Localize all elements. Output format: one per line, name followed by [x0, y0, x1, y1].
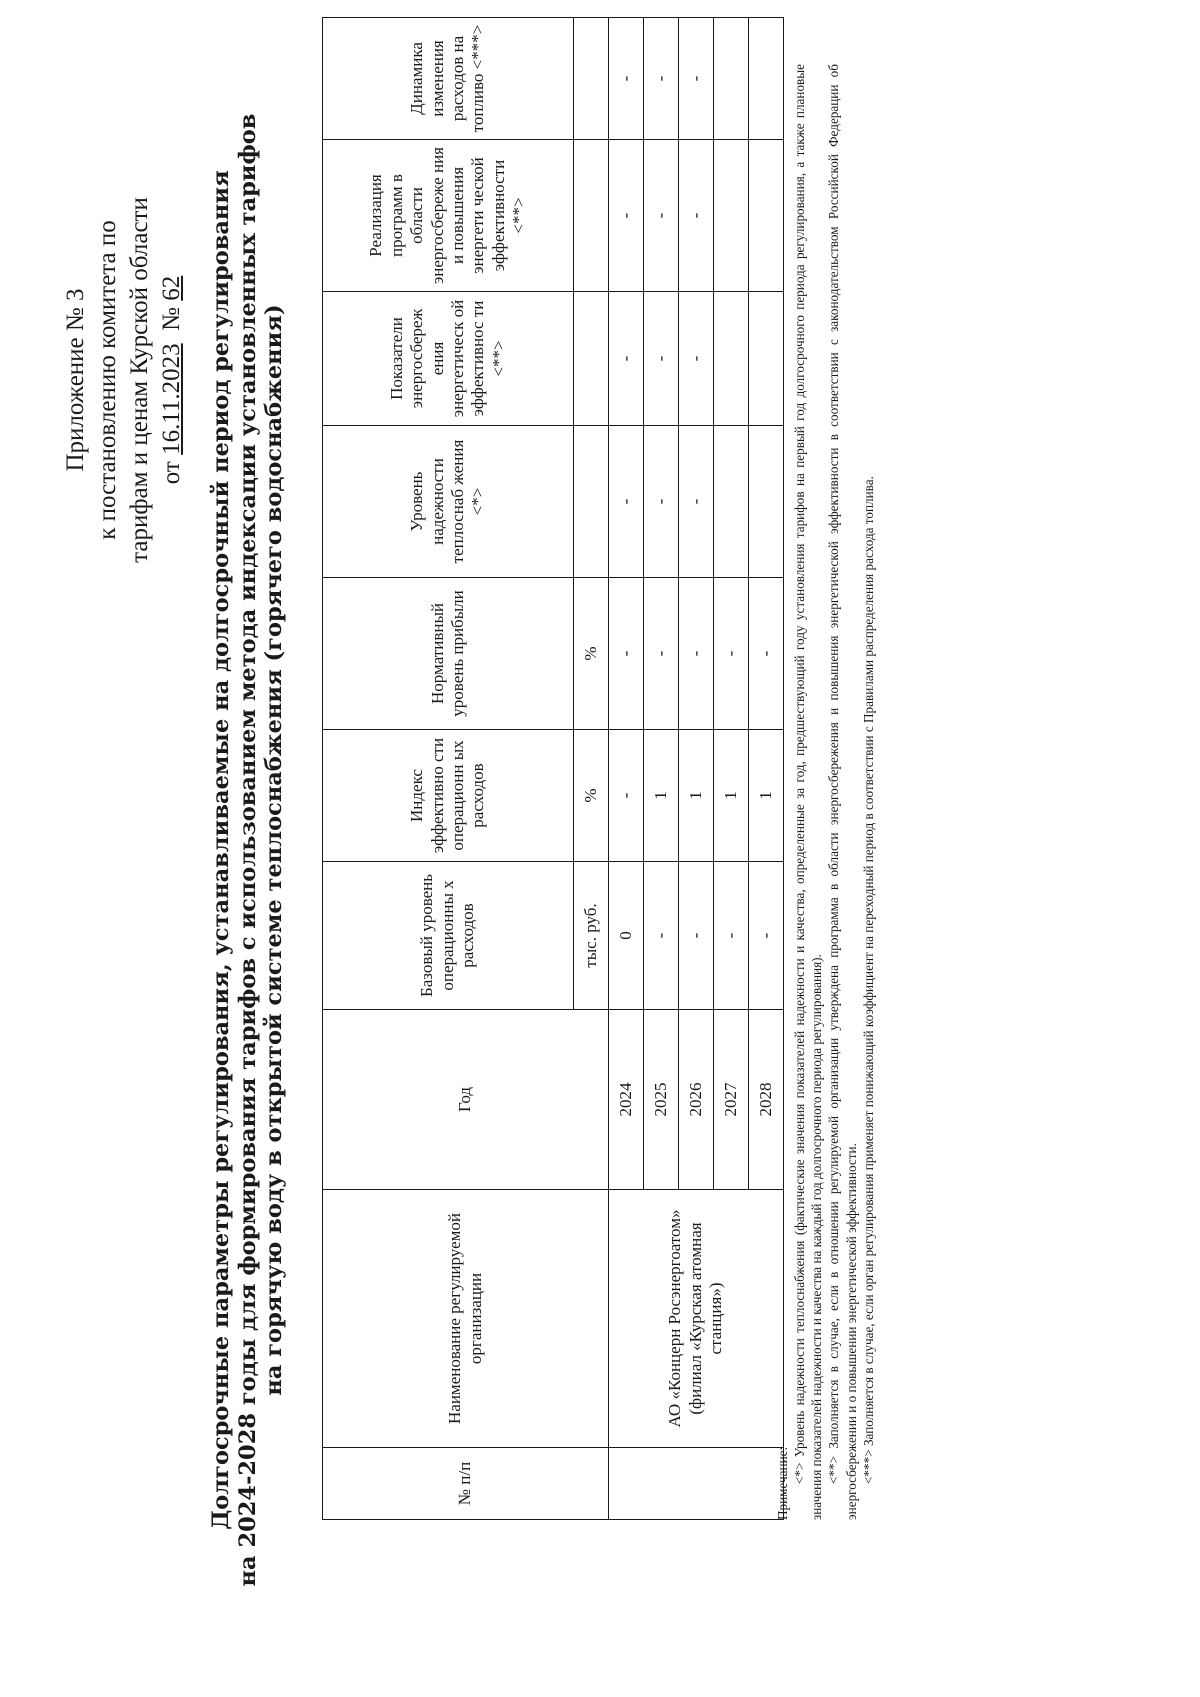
cell-profit: -	[609, 578, 644, 730]
unit-profit: %	[574, 578, 609, 730]
unit-energy	[574, 292, 609, 426]
cell-year: 2026	[679, 1010, 714, 1190]
note-1: <*> Уровень надежности теплоснабжения (фактические значения показателей надежности и качества, определенные за год, предшествующий году установления тарифов на первый год долгосрочного периода регулирования, а также плановые значения показателей надежности и качества на каждый год долгосрочного периода регулирования).	[792, 64, 825, 1520]
header-programs: Реализация программ в области энергосбереже ния и повышения энергети ческой эффективности <**>	[323, 140, 574, 292]
cell-reliability: -	[644, 426, 679, 578]
cell-index: 1	[679, 730, 714, 862]
cell-year: 2025	[644, 1010, 679, 1190]
unit-reliability	[574, 426, 609, 578]
note-3: <***> Заполняется в случае, если орган регулирования применяет понижающий коэффициент на переходный период в соответствии с Правилами распределения расхода топлива.	[860, 476, 876, 1484]
cell-profit: -	[749, 578, 784, 730]
document-title	[208, 60, 288, 1640]
table-row	[609, 18, 644, 1520]
header-reliability: Уровень надежности теплоснаб жения <*>	[323, 426, 574, 578]
notes-heading: Примечание:	[775, 1446, 790, 1520]
decree-date: 16.11.2023	[158, 343, 185, 455]
parameters-table	[322, 17, 784, 1520]
cell-index: -	[609, 730, 644, 862]
date-prefix: от	[158, 454, 185, 485]
cell-base: -	[644, 862, 679, 1010]
appendix-number: Приложение № 3	[62, 288, 89, 472]
header-org: Наименование регулируемой организации	[323, 1190, 609, 1448]
cell-reliability	[714, 426, 749, 578]
cell-programs	[714, 140, 749, 292]
cell-programs: -	[644, 140, 679, 292]
title-line-1: Долгосрочные параметры регулирования, устанавливаемые на долгосрочный период регулирования	[208, 170, 234, 1530]
header-energy-saving: Показатели энергосбереж ения энергетическ ой эффективнос ти <**>	[323, 292, 574, 426]
title-line-2: на 2024-2028 годы для формирования тарифов с использованием метода индексации установленных тарифов	[234, 113, 261, 1587]
cell-fuel: -	[609, 18, 644, 140]
cell-index: 1	[714, 730, 749, 862]
note-2: <**> Заполняется в случае, если в отношении регулируемой организации утверждена программа в области энергосбережения и повышения энергетической эффективности в соответствии с законодательством Российской Федерации об энергосбережении и о повышении энергетической эффективности.	[826, 64, 859, 1520]
header-profit: Нормативный уровень прибыли	[323, 578, 574, 730]
cell-energy: -	[609, 292, 644, 426]
cell-year: 2027	[714, 1010, 749, 1190]
cell-reliability: -	[609, 426, 644, 578]
unit-fuel	[574, 18, 609, 140]
cell-profit: -	[714, 578, 749, 730]
cell-fuel: -	[644, 18, 679, 140]
header-year: Год	[323, 1010, 609, 1190]
cell-programs: -	[679, 140, 714, 292]
cell-org-name: АО «Концерн Росэнергоатом» (филиал «Курская атомная станция»)	[609, 1190, 784, 1448]
cell-profit: -	[679, 578, 714, 730]
cell-index: 1	[644, 730, 679, 862]
unit-base: тыс. руб.	[574, 862, 609, 1010]
cell-base: 0	[609, 862, 644, 1010]
cell-energy: -	[644, 292, 679, 426]
cell-fuel: -	[679, 18, 714, 140]
landscape-content	[60, 24, 1140, 1640]
cell-base: -	[749, 862, 784, 1010]
cell-index: 1	[749, 730, 784, 862]
number-prefix: №	[158, 306, 185, 331]
cell-energy	[714, 292, 749, 426]
title-line-3: на горячую воду в открытой системе теплоснабжения (горячего водоснабжения)	[261, 304, 288, 1396]
cell-base: -	[679, 862, 714, 1010]
header-efficiency-index: Индекс эффективно сти операционн ых расходов	[323, 730, 574, 862]
appendix-line-3: тарифам и ценам Курской области	[126, 197, 153, 563]
cell-energy: -	[679, 292, 714, 426]
cell-reliability: -	[679, 426, 714, 578]
header-base-opex: Базовый уровень операционны х расходов	[323, 862, 574, 1010]
cell-year: 2028	[749, 1010, 784, 1190]
cell-programs: -	[609, 140, 644, 292]
cell-year: 2024	[609, 1010, 644, 1190]
unit-index: %	[574, 730, 609, 862]
unit-programs	[574, 140, 609, 292]
cell-base: -	[714, 862, 749, 1010]
header-num: № п/п	[323, 1448, 609, 1520]
cell-num	[609, 1448, 784, 1520]
header-fuel: Динамика изменения расходов на топливо <***>	[323, 18, 574, 140]
appendix-line-2: к постановлению комитета по	[94, 220, 121, 540]
appendix-block	[60, 60, 188, 700]
cell-fuel	[714, 18, 749, 140]
notes-block	[774, 64, 877, 1520]
cell-profit: -	[644, 578, 679, 730]
decree-number: 62	[158, 275, 185, 301]
appendix-date-line	[156, 60, 188, 700]
